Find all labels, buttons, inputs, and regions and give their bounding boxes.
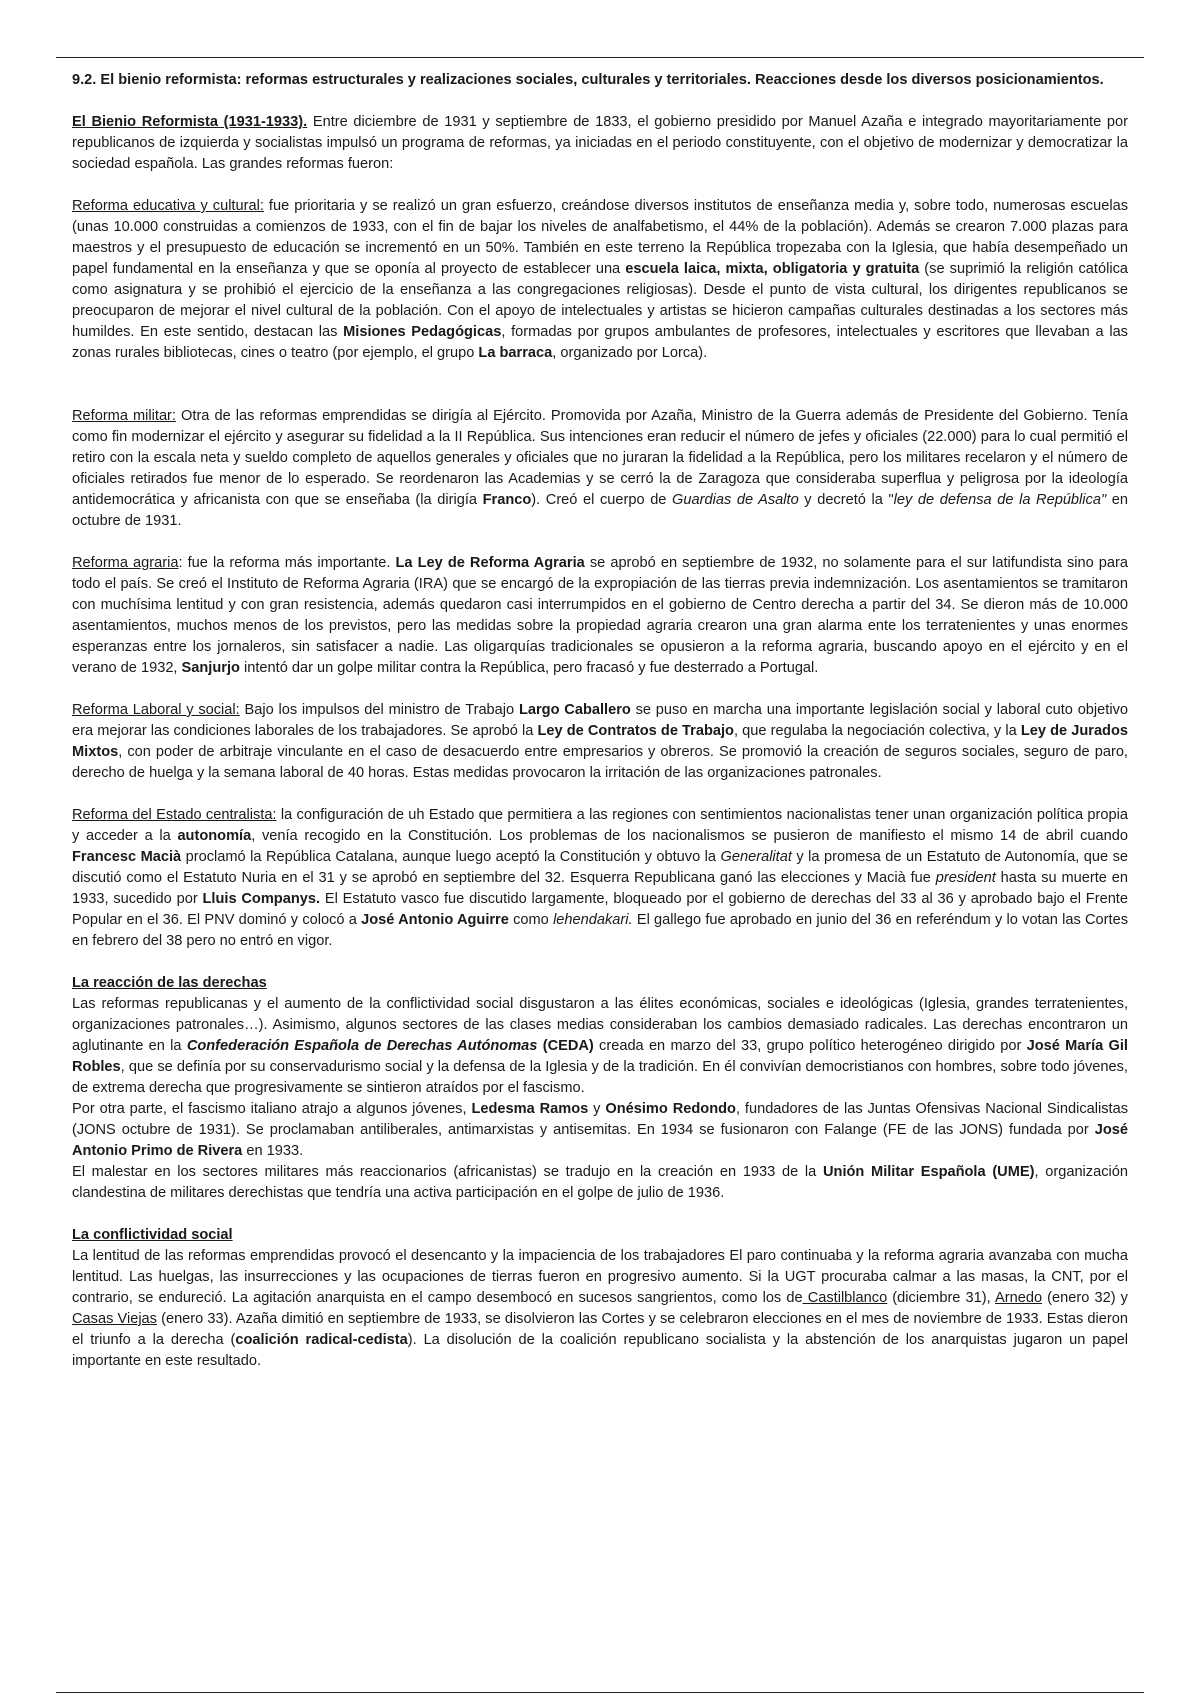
reforma-agraria-paragraph: Reforma agraria: fue la reforma más importante. La Ley de Reforma Agraria se aprobó en septiembre de 1932, no solamente para el sur latifundista sino para todo el país. Se creó el Instituto de Reforma Agraria (IRA) que se encargó de la expropiación de las tierras previa indemnización. Los asentamientos se tramitaron con muchísima lentitud y con gran resistencia, además quedaron casi interrumpidos en el gobierno de Centro derecha a partir del 34. Se dieron más de 10.000 asentamientos, muchos menos de los previstos, pero las medidas sobre la propiedad agraria crearon una gran alarma ente los terratenientes y unas enormes esperanzas entre los jornaleros, sin satisfacer a nadie. Las oligarquías tradicionales se opusieron a la reforma agraria, buscando apoyo en el ejército y en el verano de 1932, Sanjurjo intentó dar un golpe militar contra la República, pero fracasó y fue desterrado a Portugal.: [72, 555, 1129, 676]
conflictividad-heading: La conflictividad social: [72, 1227, 233, 1243]
intro-paragraph: El Bienio Reformista (1931-1933). Entre diciembre de 1931 y septiembre de 1833, el gobierno presidido por Manuel Azaña e integrado mayoritariamente por republicanos de izquierda y socialistas impulsó un programa de reformas, ya iniciadas en el periodo constituyente, con el objetivo de modernizar y democratizar la sociedad española. Las grandes reformas fueron:: [72, 114, 1128, 172]
derechas-paragraph-2: Por otra parte, el fascismo italiano atrajo a algunos jóvenes, Ledesma Ramos y Onésimo Redondo, fundadores de las Juntas Ofensivas Nacional Sindicalistas (JONS octubre de 1931). Se proclamaban antiliberales, antimarxistas y antisemitas. En 1934 se fusionaron con Falange (FE de las JONS) fundada por José Antonio Primo de Rivera en 1933.: [72, 1101, 1128, 1159]
reforma-laboral-paragraph: Reforma Laboral y social: Bajo los impulsos del ministro de Trabajo Largo Caballero se puso en marcha una importante legislación social y laboral cuto objetivo era mejorar las condiciones laborales de los trabajadores. Se aprobó la Ley de Contratos de Trabajo, que regulaba la negociación colectiva, y la Ley de Jurados Mixtos, con poder de arbitraje vinculante en el caso de desacuerdo entre empresarios y obreros. Se promovió la creación de seguros sociales, seguro de paro, derecho de huelga y la semana laboral de 40 horas. Estas medidas provocaron la irritación de las organizaciones patronales.: [72, 702, 1129, 781]
reforma-estado-label: Reforma del Estado centralista:: [72, 807, 277, 823]
document-title: 9.2. El bienio reformista: reformas estructurales y realizaciones sociales, culturales y territoriales. Reacciones desde los diversos posicionamientos.: [72, 72, 1104, 88]
derechas-paragraph-3: El malestar en los sectores militares más reaccionarios (africanistas) se tradujo en la creación en 1933 de la Unión Militar Española (UME), organización clandestina de militares derechistas que tendría una activa participación en el golpe de julio de 1936.: [72, 1164, 1128, 1201]
conflictividad-paragraph: La lentitud de las reformas emprendidas provocó el desencanto y la impaciencia de los trabajadores El paro continuaba y la reforma agraria avanzaba con mucha lentitud. Las huelgas, las insurrecciones y las ocupaciones de tierras fueron en progresivo aumento. Si la UGT procuraba calmar a las masas, la CNT, por el contrario, se endureció. La agitación anarquista en el campo desembocó en sucesos sangrientos, como los de Castilblanco (diciembre 31), Arnedo (enero 32) y Casas Viejas (enero 33). Azaña dimitió en septiembre de 1933, se disolvieron las Cortes y se celebraron elecciones en el mes de noviembre de 1933. Estas dieron el triunfo a la derecha (coalición radical-cedista). La disolución de la coalición republicano socialista y la abstención de los anarquistas jugaron un papel importante en este resultado.: [72, 1248, 1128, 1369]
reforma-militar-paragraph: Reforma militar: Otra de las reformas emprendidas se dirigía al Ejército. Promovida por Azaña, Ministro de la Guerra además de Presidente del Gobierno. Tenía como fin modernizar el ejército y asegurar su fidelidad a la II República. Sus intenciones eran reducir el número de jefes y oficiales (22.000) para lo cual permitió el retiro con la escala neta y sueldo completo de aquellos generales y oficiales que no juraran la fidelidad a la República, pero los militares recelaron y el número de oficiales retirados fue menor de lo esperado. Se reordenaron las Academias y se cerró la de Zaragoza que consideraba superflua y peligrosa por la ideología antidemocrática y africanista con que se enseñaba (la dirigía Franco). Creó el cuerpo de Guardias de Asalto y decretó la "ley de defensa de la República" en octubre de 1931.: [72, 408, 1129, 529]
reforma-educativa-label: Reforma educativa y cultural:: [72, 198, 264, 214]
bottom-rule: [56, 1692, 1144, 1693]
reforma-laboral-label: Reforma Laboral y social:: [72, 702, 240, 718]
reforma-agraria-label: Reforma agraria: [72, 555, 179, 571]
reforma-estado-paragraph: Reforma del Estado centralista: la configuración de uh Estado que permitiera a las regiones con sentimientos nacionalistas tener unan organización política propia y acceder a la autonomía, venía recogido en la Constitución. Los problemas de los nacionalismos se pusieron de manifiesto el mismo 14 de abril cuando Francesc Macià proclamó la República Catalana, aunque luego aceptó la Constitución y obtuvo la Generalitat y la promesa de un Estatuto de Autonomía, que se discutió como el Estatuto Nuria en el 31 y se aprobó en septiembre del 32. Esquerra Republicana ganó las elecciones y Macià fue president hasta su muerte en 1933, sucedido por Lluis Companys. El Estatuto vasco fue discutido largamente, bloqueado por el gobierno de derechas del 33 al 36 y aprobado bajo el Frente Popular en el 36. El PNV dominó y colocó a José Antonio Aguirre como lehendakari. El gallego fue aprobado en junio del 36 en referéndum y lo votan las Cortes en febrero del 38 pero no entró en vigor.: [72, 807, 1128, 949]
conflictividad-section: [72, 1225, 1128, 1372]
document-body: [72, 70, 1128, 1393]
top-rule: [56, 57, 1144, 58]
intro-label: El Bienio Reformista (1931-1933).: [72, 114, 308, 130]
derechas-section: [72, 973, 1128, 1204]
reforma-militar-label: Reforma militar:: [72, 408, 176, 424]
reforma-educativa-paragraph: Reforma educativa y cultural: fue prioritaria y se realizó un gran esfuerzo, creándose diversos institutos de enseñanza media y, sobre todo, numerosas escuelas (unas 10.000 construidas a comienzos de 1933, con el fin de bajar los niveles de analfabetismo, el 44% de la población). Además se crearon 7.000 plazas para maestros y el presupuesto de educación se incrementó en un 50%. También en este terreno la República tropezaba con la Iglesia, que había desempeñado un papel fundamental en la enseñanza y que se oponía al proyecto de establecer una escuela laica, mixta, obligatoria y gratuita (se suprimió la religión católica como asignatura y se prohibió el ejercicio de la enseñanza a las congregaciones religiosas). Desde el punto de vista cultural, los dirigentes republicanos se preocuparon de mejorar el nivel cultural de la población. Con el apoyo de intelectuales y artistas se hicieron campañas culturales destinadas a los sectores más humildes. En este sentido, destacan las Misiones Pedagógicas, formadas por grupos ambulantes de profesores, intelectuales y escritores que llevaban a las zonas rurales bibliotecas, cines o teatro (por ejemplo, el grupo La barraca, organizado por Lorca).: [72, 198, 1128, 361]
derechas-paragraph-1: Las reformas republicanas y el aumento de la conflictividad social disgustaron a las élites económicas, sociales e ideológicas (Iglesia, grandes terratenientes, organizaciones patronales…). Asimismo, algunos sectores de las clases medias consideraban los cambios demasiado radicales. Las derechas encontraron un aglutinante en la Confederación Española de Derechas Autónomas (CEDA) creada en marzo del 33, grupo político heterogéneo dirigido por José María Gil Robles, que se definía por su conservadurismo social y la defensa de la Iglesia y de la tradición. En él convivían democristianos con hombres, sobre todo jóvenes, de extrema derecha que progresivamente se sintieron atraídos por el fascismo.: [72, 996, 1128, 1096]
derechas-heading: La reacción de las derechas: [72, 975, 267, 991]
